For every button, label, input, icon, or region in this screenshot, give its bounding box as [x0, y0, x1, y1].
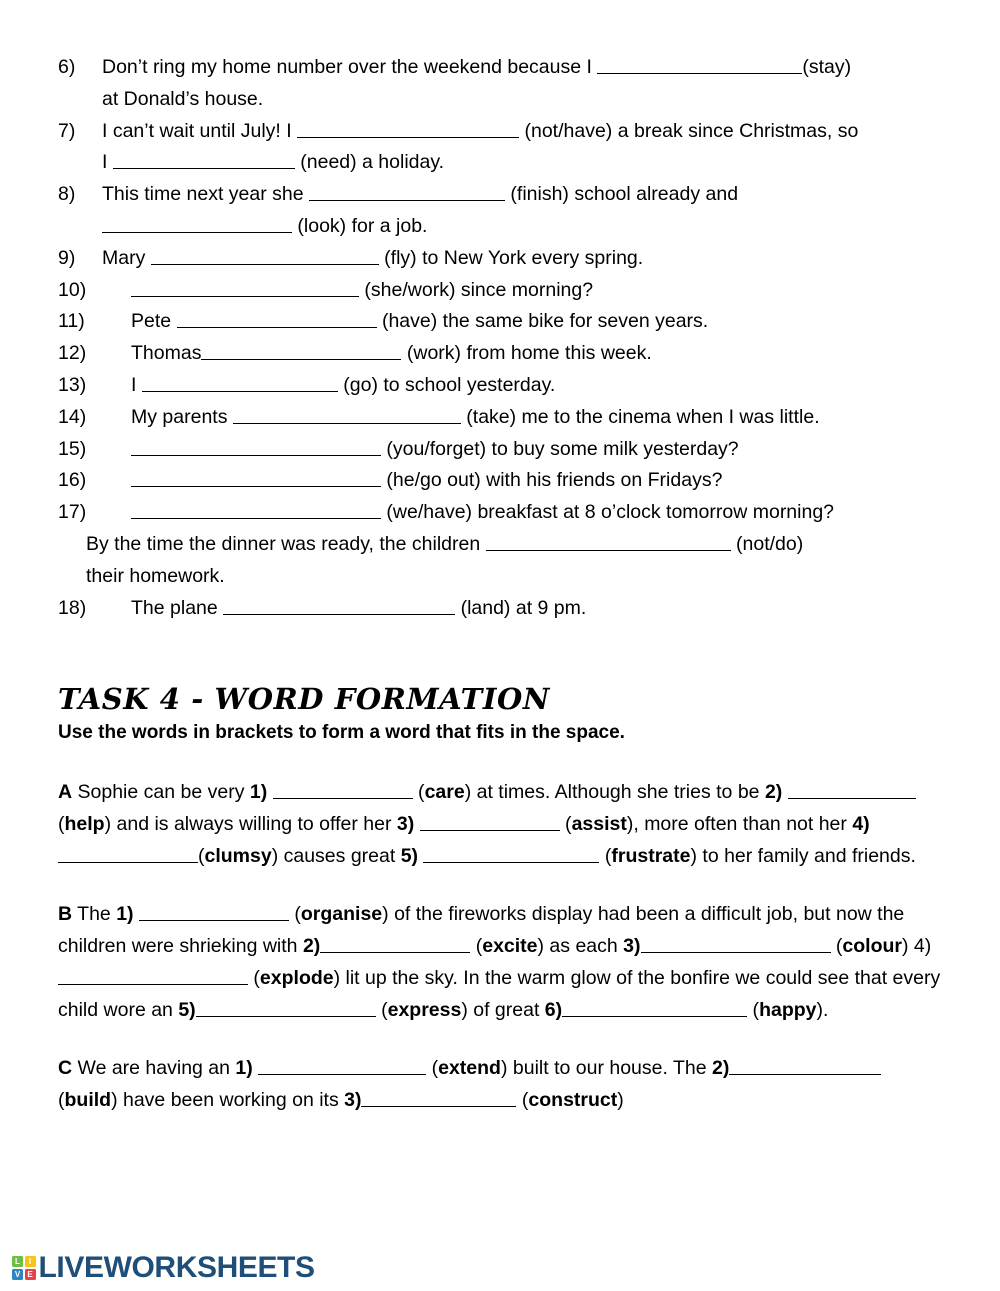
static-text: (stay) [802, 56, 852, 78]
static-text: ) and is always willing to offer her [104, 813, 397, 836]
emphasis-text: care [424, 781, 465, 804]
answer-blank[interactable] [641, 934, 831, 954]
question-item [58, 402, 942, 434]
static-text: at Donald’s house. [102, 87, 264, 110]
answer-blank[interactable] [196, 998, 376, 1018]
answer-blank[interactable] [58, 966, 248, 986]
static-text: ) built to our house. The [500, 1057, 712, 1080]
static-text: The [72, 903, 117, 926]
static-text: (have) the same bike for seven years. [376, 310, 709, 333]
static-text: ( [559, 813, 572, 836]
emphasis-text: 4) [852, 813, 870, 836]
emphasis-text: 6) [544, 999, 563, 1022]
static-text: Mary [102, 246, 151, 269]
answer-blank[interactable] [420, 812, 560, 832]
static-text: ( [198, 845, 205, 868]
answer-blank[interactable] [58, 844, 198, 864]
answer-blank[interactable] [223, 595, 455, 615]
static-text: (need) a holiday. [294, 151, 445, 174]
question-line [131, 593, 942, 625]
static-text: (work) from home this week. [401, 342, 652, 365]
question-item [58, 306, 942, 338]
static-text: (not/have) a break since Christmas, so [519, 119, 859, 142]
question-item [58, 593, 942, 625]
static-text: (look) for a job. [292, 214, 428, 237]
word-formation-paragraphs [58, 776, 942, 1116]
emphasis-text: 2) [302, 935, 321, 958]
answer-blank[interactable] [729, 1056, 881, 1076]
static-text: I [131, 373, 142, 396]
answer-blank[interactable] [597, 54, 802, 74]
static-text: ( [470, 935, 483, 958]
answer-blank[interactable] [201, 341, 401, 361]
answer-blank[interactable] [320, 934, 470, 954]
question-continuation-line [58, 529, 942, 561]
word-formation-paragraph-b [58, 898, 942, 1026]
question-line [131, 497, 942, 529]
question-line [131, 402, 942, 434]
question-item [58, 52, 942, 116]
logo-tile-v: V [12, 1269, 23, 1280]
answer-blank[interactable] [361, 1088, 516, 1108]
question-line [131, 434, 942, 466]
question-number: 13) [58, 373, 87, 396]
question-number: 7) [58, 119, 76, 142]
question-line [131, 370, 942, 402]
emphasis-text: 1) [116, 903, 134, 926]
static-text: ) lit up the sky. In the warm glow of the bonfire we could see that every child wore an [58, 967, 941, 1022]
emphasis-text: excite [482, 935, 538, 958]
emphasis-text: help [64, 813, 105, 836]
question-number: 8) [58, 183, 76, 206]
emphasis-text: organise [300, 903, 383, 926]
answer-blank[interactable] [273, 780, 413, 800]
question-item [58, 116, 942, 180]
static-text: (not/do) [730, 532, 804, 555]
static-text: Don’t ring my home number over the weekend because I [102, 56, 598, 78]
static-text: (fly) to New York every spring. [378, 246, 644, 269]
static-text: Thomas [131, 342, 202, 365]
task4-subtitle: Use the words in brackets to form a word that fits in the space. [58, 722, 625, 744]
static-text: (land) at 9 pm. [455, 596, 587, 619]
emphasis-text: construct [528, 1089, 618, 1112]
emphasis-text: extend [438, 1057, 501, 1080]
static-text: ( [248, 967, 260, 990]
static-text: We are having an [72, 1057, 236, 1080]
emphasis-text: C [58, 1057, 73, 1080]
question-line [102, 52, 942, 84]
question-number: 6) [58, 56, 76, 78]
answer-blank[interactable] [233, 404, 461, 424]
word-formation-paragraph-c [58, 1052, 942, 1116]
question-line [102, 243, 942, 275]
answer-blank[interactable] [131, 277, 359, 297]
emphasis-text: 3) [396, 813, 415, 836]
static-text: By the time the dinner was ready, the children [86, 532, 486, 555]
task3-question-list [58, 52, 942, 624]
emphasis-text: 3) [344, 1089, 362, 1112]
static-text: ), more often than not her [626, 813, 853, 836]
emphasis-text: 5) [400, 845, 419, 868]
static-text: ( [412, 781, 425, 804]
emphasis-text: happy [759, 999, 817, 1022]
emphasis-text: colour [842, 935, 903, 958]
question-line [131, 465, 942, 497]
emphasis-text: A [58, 781, 73, 804]
question-item [58, 465, 942, 497]
liveworksheets-logo [12, 1253, 315, 1283]
question-line [131, 275, 942, 307]
static-text: ( [58, 1089, 65, 1112]
static-text: (he/go out) with his friends on Fridays? [381, 469, 723, 492]
emphasis-text: assist [571, 813, 627, 836]
question-item [58, 497, 942, 529]
static-text: ) 4) [902, 935, 932, 958]
emphasis-text: build [64, 1089, 112, 1112]
static-text: ( [58, 813, 65, 836]
static-text: Pete [131, 310, 177, 333]
question-item [58, 338, 942, 370]
static-text: ( [747, 999, 760, 1022]
emphasis-text: clumsy [204, 845, 272, 868]
static-text: ( [426, 1057, 439, 1080]
logo-tile-l: L [12, 1256, 23, 1267]
question-line [131, 306, 942, 338]
question-line [102, 179, 942, 211]
emphasis-text: 2) [711, 1057, 730, 1080]
static-text: ) [617, 1089, 624, 1112]
static-text: ). [816, 999, 829, 1022]
static-text: (you/forget) to buy some milk yesterday? [381, 437, 739, 460]
answer-blank[interactable] [177, 309, 377, 329]
logo-wordmark: LIVEWORKSHEETS [38, 1251, 315, 1284]
task4-section [58, 682, 942, 1116]
answer-blank[interactable] [486, 531, 731, 551]
emphasis-text: 1) [235, 1057, 253, 1080]
static-text: ) of the fireworks display had been a difficult job, but now the children were shrieking with [58, 903, 905, 958]
answer-blank[interactable] [258, 1056, 426, 1076]
question-continuation-line [58, 561, 942, 593]
question-item [58, 243, 942, 275]
logo-tile-i: I [25, 1256, 36, 1267]
answer-blank[interactable] [562, 998, 747, 1018]
answer-blank[interactable] [139, 902, 289, 922]
answer-blank[interactable] [423, 844, 599, 864]
question-number: 16) [58, 469, 87, 492]
emphasis-text: frustrate [611, 845, 691, 868]
question-number: 11) [58, 310, 85, 333]
answer-blank[interactable] [151, 245, 379, 265]
static-text: My parents [131, 405, 233, 428]
static-text: ( [516, 1089, 529, 1112]
question-line [102, 211, 942, 243]
static-text: ) at times. Although she tries to be [464, 781, 765, 804]
question-number: 14) [58, 405, 87, 428]
answer-blank[interactable] [131, 436, 381, 456]
question-number: 12) [58, 342, 87, 365]
static-text: ) have been working on its [111, 1089, 345, 1112]
static-text: ( [288, 903, 301, 926]
static-text: I [102, 151, 113, 174]
question-number: 18) [58, 596, 87, 619]
static-text: Sophie can be very [72, 781, 250, 804]
answer-blank[interactable] [142, 372, 338, 392]
static-text: (we/have) breakfast at 8 o’clock tomorrow morning? [381, 501, 835, 524]
question-number: 9) [58, 246, 76, 269]
static-text: ( [830, 935, 843, 958]
emphasis-text: explode [259, 967, 334, 990]
static-text: ) as each [537, 935, 624, 958]
question-number: 10) [58, 278, 87, 301]
answer-blank[interactable] [131, 500, 381, 520]
question-item [58, 434, 942, 466]
static-text: ( [375, 999, 388, 1022]
answer-blank[interactable] [788, 780, 916, 800]
answer-blank[interactable] [297, 118, 519, 138]
static-text: ( [599, 845, 612, 868]
answer-blank[interactable] [113, 150, 295, 170]
question-item [58, 179, 942, 243]
static-text: The plane [131, 596, 224, 619]
question-item [58, 370, 942, 402]
static-text: (go) to school yesterday. [337, 373, 556, 396]
emphasis-text: express [387, 999, 462, 1022]
emphasis-text: B [58, 903, 73, 926]
question-line [131, 338, 942, 370]
static-text: I can’t wait until July! I [102, 119, 298, 142]
emphasis-text: 5) [178, 999, 196, 1022]
answer-blank[interactable] [131, 468, 381, 488]
question-line [102, 147, 942, 179]
emphasis-text: 1) [249, 781, 268, 804]
question-item [58, 275, 942, 307]
question-number: 17) [58, 501, 87, 524]
logo-tiles-icon [12, 1256, 36, 1280]
question-line [102, 116, 942, 148]
static-text: (she/work) since morning? [359, 278, 594, 301]
word-formation-paragraph-a [58, 776, 942, 872]
static-text: their homework. [86, 564, 225, 587]
static-text: ) causes great [271, 845, 401, 868]
static-text: This time next year she [102, 183, 309, 206]
static-text: (finish) school already and [505, 183, 739, 206]
emphasis-text: 2) [764, 781, 783, 804]
static-text: ) to her family and friends. [690, 845, 916, 868]
emphasis-text: 3) [623, 935, 641, 958]
answer-blank[interactable] [102, 213, 292, 233]
logo-tile-e: E [25, 1269, 36, 1280]
static-text: ) of great [461, 999, 545, 1022]
question-line [102, 84, 942, 116]
question-number: 15) [58, 437, 87, 460]
task4-title: TASK 4 - WORD FORMATION [58, 682, 551, 717]
answer-blank[interactable] [309, 182, 505, 202]
static-text: (take) me to the cinema when I was little. [460, 405, 820, 428]
